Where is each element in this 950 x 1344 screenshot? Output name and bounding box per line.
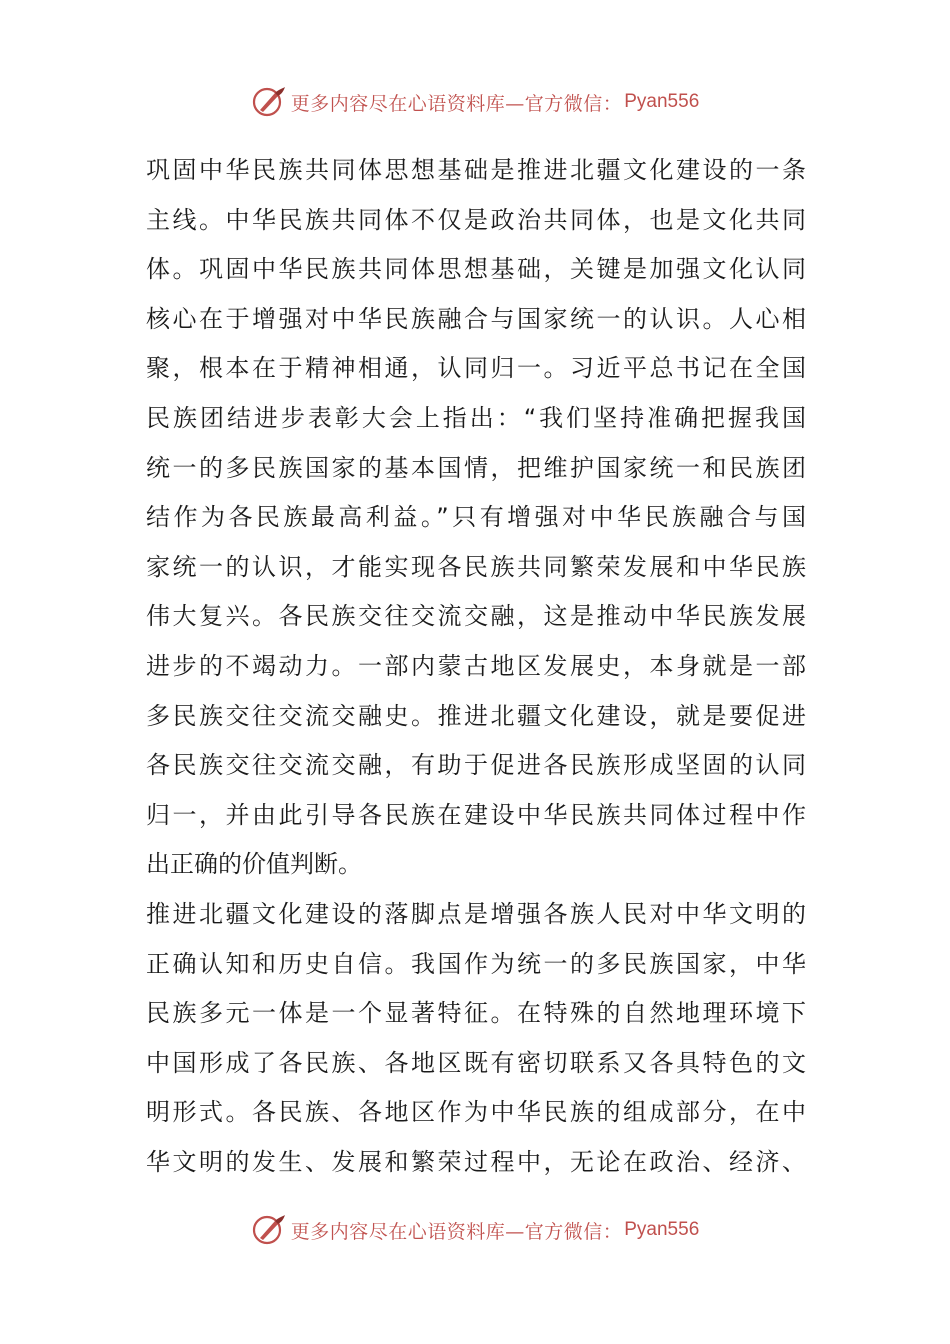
footer-banner-id: Pyan556 xyxy=(624,1219,700,1240)
document-body xyxy=(146,146,806,1187)
text-line: 民族团结进步表彰大会上指出：“我们坚持准确把握我国 xyxy=(146,403,806,432)
text-line: 巩固中华民族共同体思想基础是推进北疆文化建设的一条 xyxy=(146,156,806,184)
text-line: 华文明的发生、发展和繁荣过程中，无论在政治、经济、 xyxy=(146,1147,806,1176)
text-line: 家统一的认识，才能实现各民族共同繁荣发展和中华民族 xyxy=(146,552,806,581)
text-line: 明形式。各民族、各地区作为中华民族的组成部分，在中 xyxy=(146,1098,806,1127)
text-line: 进步的不竭动力。一部内蒙古地区发展史，本身就是一部 xyxy=(146,651,806,680)
text-line: 体。巩固中华民族共同体思想基础，关键是加强文化认同 xyxy=(146,255,806,284)
text-line: 统一的多民族国家的基本国情，把维护国家统一和民族团 xyxy=(146,453,806,482)
text-line: 正确认知和历史自信。我国作为统一的多民族国家，中华 xyxy=(146,949,806,978)
text-line: 主线。中华民族共同体不仅是政治共同体，也是文化共同 xyxy=(146,205,806,234)
text-line: 中国形成了各民族、各地区既有密切联系又各具特色的文 xyxy=(146,1048,806,1077)
text-line: 多民族交往交流交融史。推进北疆文化建设，就是要促进 xyxy=(146,701,806,730)
footer-banner xyxy=(0,1210,950,1250)
text-line: 核心在于增强对中华民族融合与国家统一的认识。人心相 xyxy=(146,304,806,333)
text-line: 民族多元一体是一个显著特征。在特殊的自然地理环境下 xyxy=(146,999,806,1028)
header-banner-text: 更多内容尽在心语资料库—官方微信： xyxy=(290,92,623,115)
footer-banner-text: 更多内容尽在心语资料库—官方微信： xyxy=(290,1220,623,1243)
text-line: 各民族交往交流交融，有助于促进各民族形成坚固的认同 xyxy=(146,751,806,780)
header-banner-id: Pyan556 xyxy=(624,91,700,112)
text-line: 伟大复兴。各民族交往交流交融，这是推动中华民族发展 xyxy=(146,602,806,631)
text-line: 聚，根本在于精神相通，认同归一。习近平总书记在全国 xyxy=(146,354,806,383)
header-banner xyxy=(0,82,950,122)
quill-logo-icon xyxy=(251,1212,287,1248)
text-line: 出正确的价值判断。 xyxy=(146,850,362,879)
quill-logo-icon xyxy=(251,84,287,120)
text-line: 结作为各民族最高利益。”只有增强对中华民族融合与国 xyxy=(146,503,806,532)
text-line: 归一，并由此引导各民族在建设中华民族共同体过程中作 xyxy=(146,800,806,829)
text-line: 推进北疆文化建设的落脚点是增强各族人民对中华文明的 xyxy=(146,899,806,928)
